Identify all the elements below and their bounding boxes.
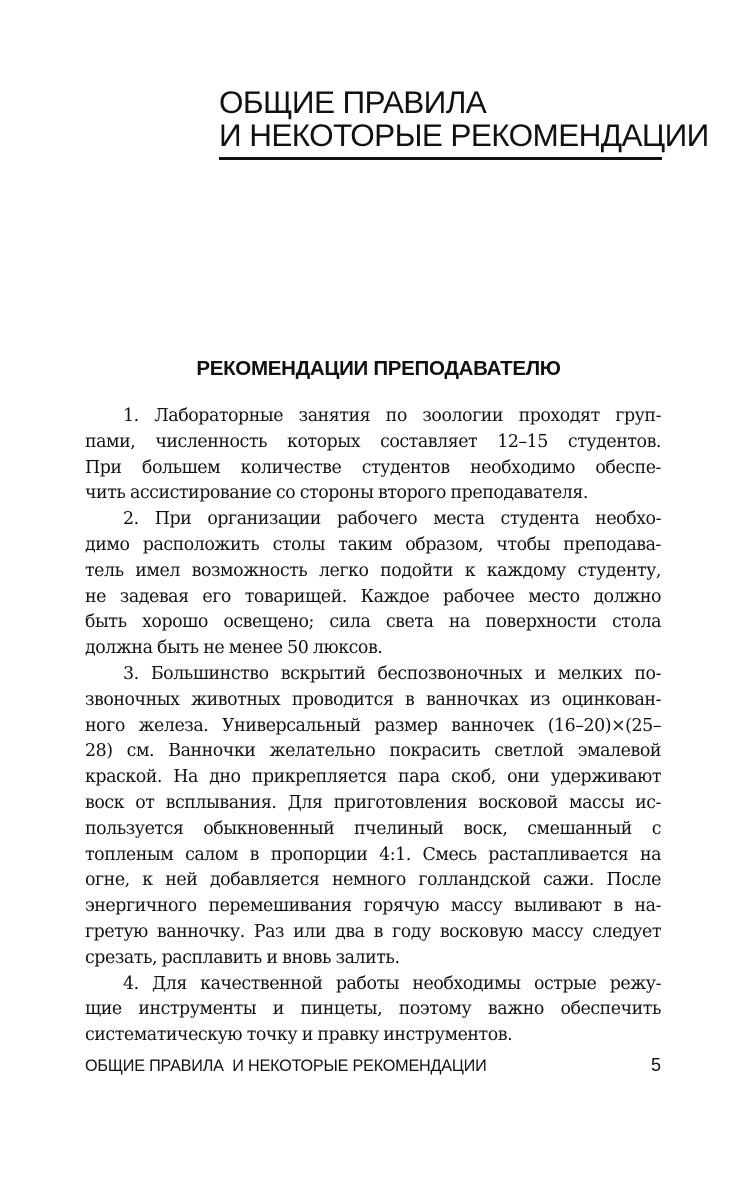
- text-line: энергичного перемешивания горячую массу выливают в на-: [85, 896, 661, 917]
- text-line: систематическую точку и правку инструментов.: [85, 1025, 513, 1046]
- chapter-title-line-1: ОБЩИЕ ПРАВИЛА: [219, 84, 487, 120]
- text-line: топленым салом в пропорции 4:1. Смесь растапливается на: [85, 844, 661, 865]
- text-line: ного железа. Универсальный размер ванночек (16–20)×(25–: [85, 715, 661, 736]
- text-line: тель имел возможность легко подойти к каждому студенту,: [85, 560, 661, 581]
- page-number: 5: [650, 1055, 661, 1075]
- text-line: не задевая его товарищей. Каждое рабочее место должно: [85, 586, 661, 607]
- chapter-title-line-2: И НЕКОТОРЫЕ РЕКОМЕНДАЦИИ: [219, 117, 709, 153]
- text-line: быть хорошо освещено; сила света на поверхности стола: [85, 612, 661, 633]
- text-line: щие инструменты и пинцеты, поэтому важно обеспечить: [85, 999, 661, 1020]
- text-line: гретую ванночку. Раз или два в году восковую массу следует: [85, 921, 661, 942]
- text-line: пами, численность которых составляет 12–15 студентов.: [85, 431, 661, 452]
- text-line: воск от всплывания. Для приготовления восковой массы ис-: [85, 792, 661, 813]
- text-line: должна быть не менее 50 люксов.: [85, 638, 383, 659]
- text-line: димо расположить столы таким образом, чтобы преподава-: [85, 534, 661, 555]
- paragraph-4: [85, 972, 661, 1049]
- body-text: [85, 404, 661, 1049]
- text-line: При большем количестве студентов необходимо обеспе-: [85, 457, 661, 478]
- text-line: чить ассистирование со стороны второго преподавателя.: [85, 483, 589, 504]
- paragraph-3: [85, 662, 661, 972]
- text-line: огне, к ней добавляется немного голландской сажи. После: [85, 870, 661, 891]
- running-footer-title: ОБЩИЕ ПРАВИЛА И НЕКОТОРЫЕ РЕКОМЕНДАЦИИ: [85, 1057, 487, 1075]
- text-line: срезать, расплавить и вновь залить.: [85, 947, 400, 968]
- text-line: 4. Для качественной работы необходимы острые режу-: [123, 973, 661, 994]
- section-heading: РЕКОМЕНДАЦИИ ПРЕПОДАВАТЕЛЮ: [196, 357, 561, 380]
- text-line: 3. Большинство вскрытий беспозвоночных и мелких по-: [123, 663, 661, 684]
- paragraph-2: [85, 507, 661, 662]
- text-line: пользуется обыкновенный пчелиный воск, смешанный с: [85, 818, 661, 839]
- text-line: 1. Лабораторные занятия по зоологии проходят груп-: [123, 406, 661, 426]
- text-line: 2. При организации рабочего места студента необхо-: [123, 509, 661, 530]
- paragraph-1: [85, 404, 661, 507]
- text-line: звоночных животных проводится в ванночках из оцинкован-: [85, 689, 661, 710]
- text-line: краской. На дно прикрепляется пара скоб, они удерживают: [85, 767, 661, 788]
- chapter-title: [219, 84, 709, 153]
- text-line: 28) см. Ванночки желательно покрасить светлой эмалевой: [85, 741, 661, 762]
- title-underline-rule: [219, 157, 662, 160]
